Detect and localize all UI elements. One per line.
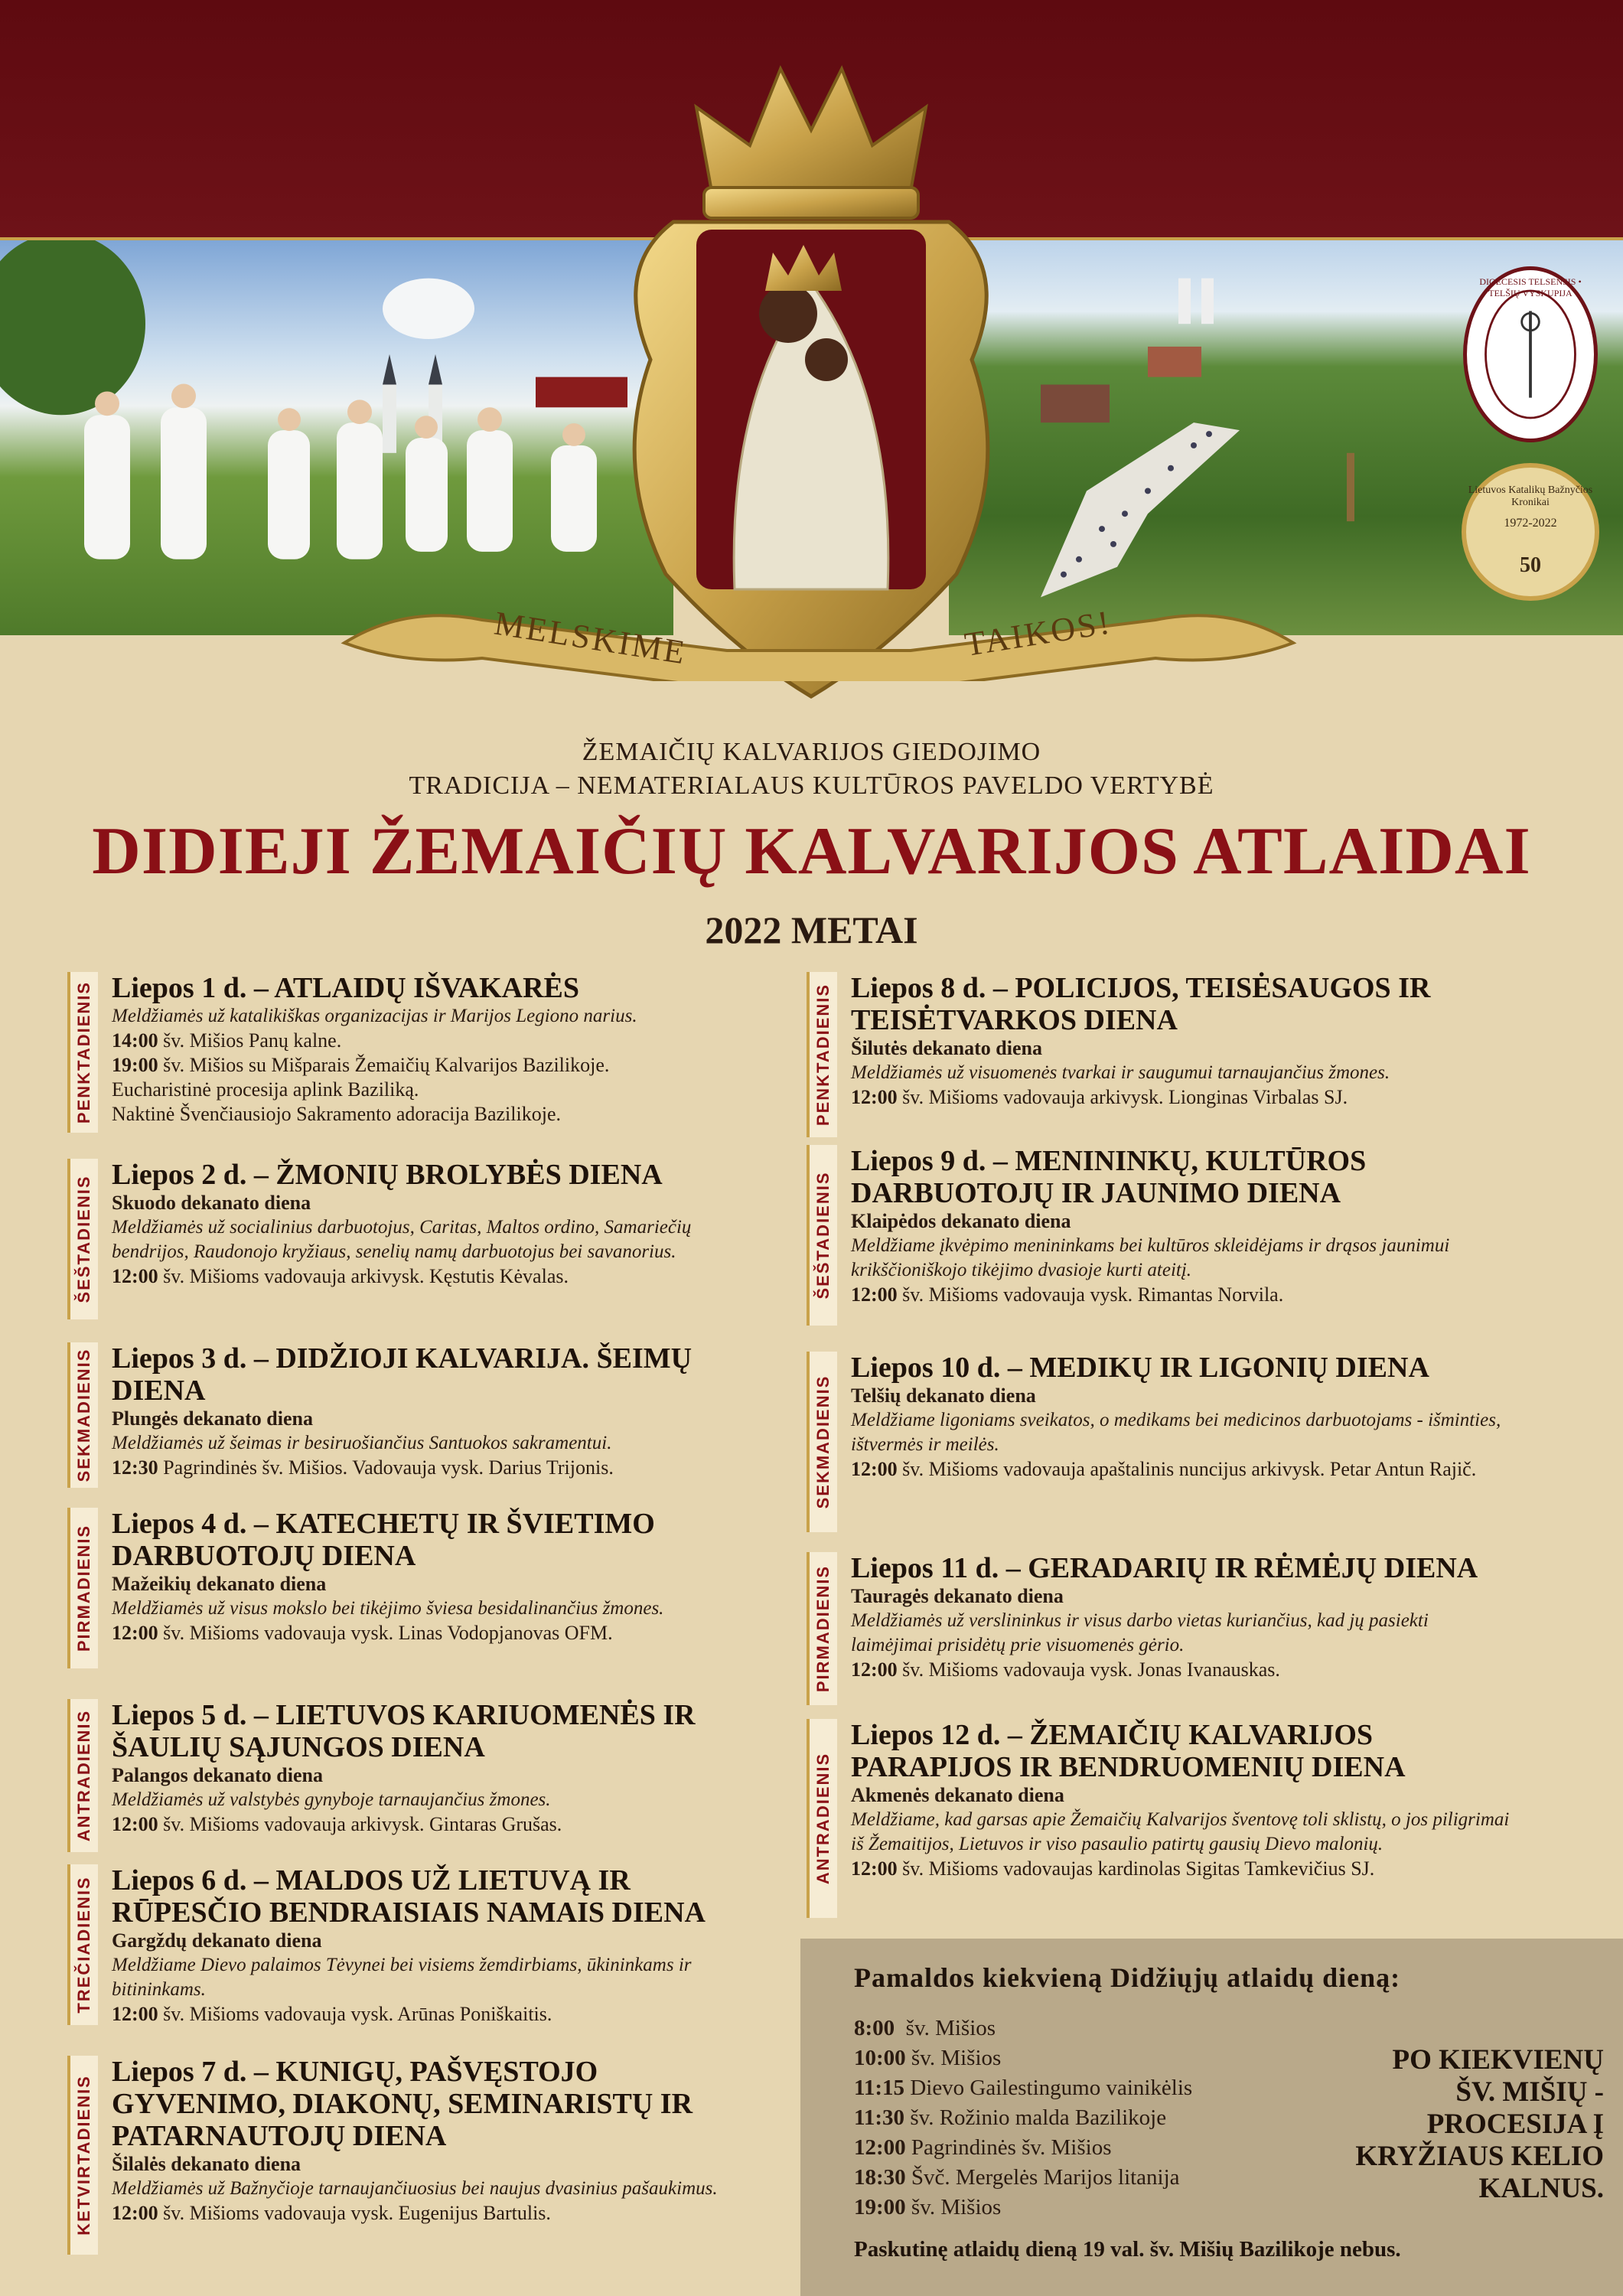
day-title: Liepos 10 d. – MEDIKŲ IR LIGONIŲ DIENA: [851, 1352, 1429, 1384]
day-card-july-5: [67, 1699, 771, 1852]
weekday-tag: ANTRADIENIS: [807, 1719, 837, 1918]
day-card-july-12: [807, 1719, 1511, 1918]
schedule-line: 12:00 šv. Mišioms vadovauja vysk. Jonas Ivanauskas.: [851, 1658, 1280, 1681]
schedule-line: 12:00 šv. Mišioms vadovauja arkivysk. Lionginas Virbalas SJ.: [851, 1086, 1348, 1108]
deanery-label: Palangos dekanato diena: [112, 1764, 323, 1786]
day-title: Liepos 8 d. – POLICIJOS, TEISĖSAUGOS IR TEISĖTVARKOS DIENA: [851, 972, 1431, 1036]
deanery-label: Tauragės dekanato diena: [851, 1585, 1064, 1607]
weekday-tag: PIRMADIENIS: [67, 1508, 98, 1668]
weekday-tag: TREČIADIENIS: [67, 1864, 98, 2025]
ribbon-text-right: TAIKOS!: [962, 603, 1115, 664]
telsiai-diocese-seal: [1463, 266, 1598, 442]
last-day-note: Paskutinę atlaidų dieną 19 val. šv. Mišių Bazilikoje nebus.: [854, 2237, 1401, 2262]
day-title: Liepos 7 d. – KUNIGŲ, PAŠVĘSTOJO GYVENIMO, DIAKONŲ, SEMINARISTŲ IR PATARNAUTOJŲ DIENA: [112, 2056, 693, 2152]
deanery-label: Gargždų dekanato diena: [112, 1929, 322, 1952]
procession-note: PO KIEKVIENŲ ŠV. MIŠIŲ - PROCESIJA Į KRYŽIAUS KELIO KALNUS.: [1355, 2044, 1604, 2204]
day-card-july-9: [807, 1145, 1511, 1326]
day-card-july-3: [67, 1342, 771, 1488]
deanery-label: Klaipėdos dekanato diena: [851, 1210, 1071, 1232]
prayer-intention: Meldžiame įkvėpimo menininkams bei kultūros skleidėjams ir drąsos jaunimui krikščioniškojo tikėjimo dvasioje kurti ateitį.: [851, 1235, 1450, 1280]
weekday-tag: ŠEŠTADIENIS: [807, 1145, 837, 1326]
prayer-intention: Meldžiamės už visus mokslo bei tikėjimo šviesa besidalinančius žmones.: [112, 1598, 664, 1619]
day-card-july-1: [67, 972, 771, 1133]
prayer-intention: Meldžiamės už visuomenės tvarkai ir saugumui tarnaujančius žmones.: [851, 1062, 1390, 1083]
day-title: Liepos 3 d. – DIDŽIOJI KALVARIJA. ŠEIMŲ DIENA: [112, 1342, 693, 1407]
service-item: 18:30 Švč. Mergelės Marijos litanija: [854, 2165, 1180, 2190]
subtitle-line-2: TRADICIJA – NEMATERIALAUS KULTŪROS PAVELDO VERTYBĖ: [409, 771, 1214, 800]
kronika-anniversary-seal: [1462, 463, 1599, 601]
prayer-intention: Meldžiamės už Bažnyčioje tarnaujančiuosius bei naujus dvasinius pašaukimus.: [112, 2178, 718, 2199]
deanery-label: Skuodo dekanato diena: [112, 1192, 311, 1214]
telsiai-seal-text: DIOECESIS TELSENSIS • TELŠIŲ VYSKUPIJA: [1479, 276, 1582, 298]
page-title: DIDIEJI ŽEMAIČIŲ KALVARIJOS ATLAIDAI: [92, 814, 1531, 889]
schedule-line: 12:00 šv. Mišioms vadovauja arkivysk. Kęstutis Kėvalas.: [112, 1265, 569, 1287]
service-item: 19:00 šv. Mišios: [854, 2195, 1002, 2219]
day-card-july-6: [67, 1864, 771, 2025]
day-card-july-11: [807, 1552, 1511, 1705]
service-item: 12:00 Pagrindinės šv. Mišios: [854, 2135, 1112, 2160]
ribbon-text-left: MELSKIME: [491, 604, 690, 672]
day-title: Liepos 9 d. – MENININKŲ, KULTŪROS DARBUOTOJŲ IR JAUNIMO DIENA: [851, 1145, 1367, 1209]
deanery-label: Šilalės dekanato diena: [112, 2153, 301, 2175]
schedule-line: 12:00 šv. Mišioms vadovauja arkivysk. Gintaras Grušas.: [112, 1813, 562, 1835]
schedule-line: 12:30 Pagrindinės šv. Mišios. Vadovauja vysk. Darius Trijonis.: [112, 1456, 614, 1479]
ribbon-banner: [329, 574, 1309, 681]
schedule-line: 12:00 šv. Mišioms vadovaujas kardinolas Sigitas Tamkevičius SJ.: [851, 1857, 1375, 1880]
year-heading: 2022 METAI: [705, 908, 918, 951]
weekday-tag: PENKTADIENIS: [67, 972, 98, 1133]
service-item: 11:30 šv. Rožinio malda Bazilikoje: [854, 2105, 1167, 2130]
deanery-label: Akmenės dekanato diena: [851, 1784, 1064, 1806]
services-list: [854, 2014, 1298, 2223]
prayer-intention: Meldžiame, kad garsas apie Žemaičių Kalvarijos šventovę toli sklistų, o jos piligrimai iš Žemaitijos, Lietuvos ir viso pasaulio patirtų gausių Dievo malonių.: [851, 1809, 1510, 1854]
schedule-line: 12:00 šv. Mišioms vadovauja vysk. Arūnas Poniškaitis.: [112, 2003, 552, 2025]
schedule-line: 12:00 šv. Mišioms vadovauja vysk. Rimantas Norvila.: [851, 1283, 1284, 1306]
day-card-july-10: [807, 1352, 1511, 1532]
schedule-line: 12:00 šv. Mišioms vadovauja vysk. Eugenijus Bartulis.: [112, 2202, 551, 2224]
weekday-tag: SEKMADIENIS: [807, 1352, 837, 1532]
day-title: Liepos 11 d. – GERADARIŲ IR RĖMĖJŲ DIENA: [851, 1552, 1478, 1584]
weekday-tag: SEKMADIENIS: [67, 1342, 98, 1488]
kronika-seal-years: 1972-2022: [1504, 517, 1557, 530]
prayer-intention: Meldžiamės už šeimas ir besiruošiančius Santuokos sakramentui.: [112, 1433, 612, 1453]
prayer-intention: Meldžiame ligoniams sveikatos, o medikams bei medicinos darbuotojams - išminties, ištvermės ir meilės.: [851, 1410, 1501, 1455]
schedule-line: 12:00 šv. Mišioms vadovauja apaštalinis nuncijus arkivysk. Petar Antun Rajič.: [851, 1458, 1477, 1480]
weekday-tag: KETVIRTADIENIS: [67, 2056, 98, 2255]
schedule-line: 19:00 šv. Mišios su Mišparais Žemaičių Kalvarijos Bazilikoje.: [112, 1054, 610, 1076]
day-title: Liepos 1 d. – ATLAIDŲ IŠVAKARĖS: [112, 972, 579, 1004]
weekday-tag: PIRMADIENIS: [807, 1552, 837, 1705]
prayer-intention: Meldžiamės už socialinius darbuotojus, Caritas, Maltos ordino, Samariečių bendrijos, Raudonojo kryžiaus, senelių namų darbuotojus bei savanorius.: [112, 1217, 692, 1262]
deanery-label: Mažeikių dekanato diena: [112, 1573, 327, 1595]
prayer-intention: Meldžiame Dievo palaimos Tėvynei bei visiems žemdirbiams, ūkininkams ir bitininkams.: [112, 1955, 692, 2000]
deanery-label: Telšių dekanato diena: [851, 1384, 1036, 1407]
schedule-line: 14:00 šv. Mišios Panų kalne.: [112, 1029, 342, 1052]
daily-services-box: [800, 1939, 1623, 2296]
day-title: Liepos 12 d. – ŽEMAIČIŲ KALVARIJOS PARAPIJOS IR BENDRUOMENIŲ DIENA: [851, 1719, 1406, 1783]
prayer-intention: Meldžiamės už katalikiškas organizacijas ir Marijos Legiono narius.: [112, 1006, 637, 1026]
kronika-seal-text: Lietuvos Katalikų Bažnyčios Kronikai: [1468, 484, 1593, 508]
service-item: 10:00 šv. Mišios: [854, 2046, 1002, 2070]
day-card-july-8: [807, 972, 1511, 1137]
deanery-label: Šilutės dekanato diena: [851, 1037, 1042, 1059]
prayer-intention: Meldžiamės už valstybės gynyboje tarnaujančius žmones.: [112, 1789, 551, 1810]
weekday-tag: PENKTADIENIS: [807, 972, 837, 1137]
day-card-july-2: [67, 1159, 771, 1319]
subtitle-line-1: ŽEMAIČIŲ KALVARIJOS GIEDOJIMO: [582, 738, 1041, 766]
schedule-line: 12:00 šv. Mišioms vadovauja vysk. Linas Vodopjanovas OFM.: [112, 1622, 613, 1644]
service-item: 8:00 šv. Mišios: [854, 2016, 996, 2040]
day-title: Liepos 5 d. – LIETUVOS KARIUOMENĖS IR ŠAULIŲ SĄJUNGOS DIENA: [112, 1699, 696, 1763]
day-title: Liepos 2 d. – ŽMONIŲ BROLYBĖS DIENA: [112, 1159, 663, 1191]
prayer-intention: Meldžiamės už verslininkus ir visus darbo vietas kuriančius, kad jų pasiekti laimėjimai prisidėtų prie visuomenės gėrio.: [851, 1610, 1429, 1655]
day-card-july-4: [67, 1508, 771, 1668]
weekday-tag: ŠEŠTADIENIS: [67, 1159, 98, 1319]
day-title: Liepos 4 d. – KATECHETŲ IR ŠVIETIMO DARBUOTOJŲ DIENA: [112, 1508, 655, 1572]
day-title: Liepos 6 d. – MALDOS UŽ LIETUVĄ IR RŪPESČIO BENDRAISIAIS NAMAIS DIENA: [112, 1864, 706, 1929]
schedule-line: Naktinė Švenčiausiojo Sakramento adoracija Bazilikoje.: [112, 1103, 561, 1125]
kronika-seal-number: 50: [1520, 553, 1541, 577]
deanery-label: Plungės dekanato diena: [112, 1407, 313, 1430]
services-heading: Pamaldos kiekvieną Didžiųjų atlaidų dieną:: [854, 1962, 1401, 1993]
weekday-tag: ANTRADIENIS: [67, 1699, 98, 1852]
schedule-line: Eucharistinė procesija aplink Baziliką.: [112, 1078, 419, 1101]
day-card-july-7: [67, 2056, 771, 2255]
service-item: 11:15 Dievo Gailestingumo vainikėlis: [854, 2076, 1193, 2100]
